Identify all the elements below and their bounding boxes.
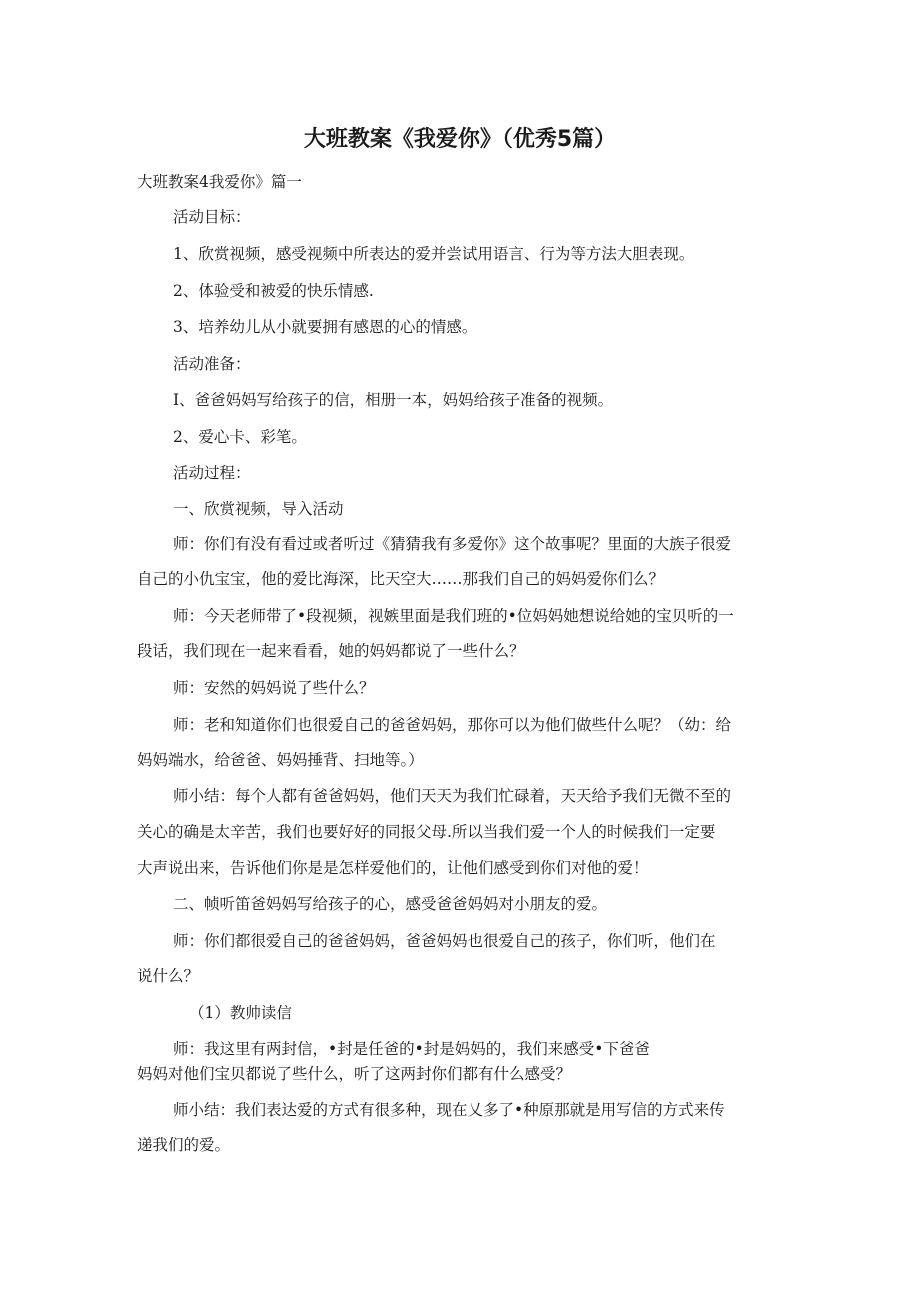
paragraph-line: 师：今天老师带了•段视频，视嫉里面是我们班的•位妈妈她想说给她的宝贝听的一 (173, 607, 734, 625)
paragraph-line: 师：你们都很爱自己的爸爸妈妈，爸爸妈妈也很爱自己的孩子，你们听，他们在 (173, 932, 716, 950)
paragraph-line: 师小结：我们表达爱的方式有很多种，现在乂多了•种原那就是用写信的方式来传 (173, 1101, 725, 1119)
paragraph-line: 自己的小仇宝宝，他的爱比海深，比天空大……那我们自己的妈妈爱你们么？ (137, 570, 665, 588)
section-heading: 大班教案4我爱你》篇一 (137, 173, 302, 191)
paragraph-line: 递我们的爱。 (137, 1136, 231, 1154)
paragraph-line: 3、培养幼儿从小就要拥有感恩的心的情感。 (173, 318, 478, 336)
paragraph-line: 师：安然的妈妈说了些什么？ (173, 679, 375, 697)
paragraph-line: 师：我这里有两封信，•封是任爸的•封是妈妈的，我们来感受•下爸爸 (173, 1040, 650, 1058)
paragraph-line: 关心的确是太辛苦，我们也要好好的同报父母.所以当我们爱一个人的时候我们一定要 (137, 823, 716, 841)
paragraph-line: 妈妈端水，给爸爸、妈妈捶背、扫地等。） (137, 751, 424, 769)
paragraph-line: 一、欣赏视频，导入活动 (173, 500, 344, 518)
paragraph-line: 段话，我们现在一起来看看，她的妈妈都说了一些什么？ (137, 642, 525, 660)
paragraph-line: 活动目标： (173, 208, 251, 226)
paragraph-line: （1）教帅读信 (189, 1004, 292, 1022)
paragraph-line: 活动过程： (173, 464, 251, 482)
paragraph-line: 二、帧听笛爸妈妈写给孩子的心，感受爸爸妈妈对小朋友的爱。 (173, 895, 608, 913)
paragraph-line: I、爸爸妈妈写给孩子的信，相册一本，妈妈给孩子准备的视频。 (173, 391, 614, 409)
paragraph-line: 2、爱心卡、彩笔。 (173, 428, 307, 446)
paragraph-line: 活动准备： (173, 355, 251, 373)
paragraph-line: 妈妈对他们宝贝都说了些什么，听了这两封你们都有什么感受？ (137, 1065, 572, 1083)
paragraph-line: 师：老和知道你们也很爱自己的爸爸妈妈，那你可以为他们做些什么呢？（幼：给 (173, 716, 732, 734)
paragraph-line: 1、欣赏视频，感受视频中所表达的爱并尝试用语言、行为等方法大胆表现。 (173, 245, 695, 263)
paragraph-line: 说什么？ (137, 967, 200, 985)
document-title: 大班教案《我爱你》（优秀5篇） (303, 127, 617, 152)
paragraph-line: 师小结：每个人都有爸爸妈妈，他们天天为我们忙碌着，天天给予我们无微不至的 (173, 787, 732, 805)
paragraph-line: 师：你们有没有看过或者听过《猜猜我有多爱你》这个故事呢？里面的大族子很爱 (173, 535, 732, 553)
paragraph-line: 大声说出来，告诉他们你是是怎样爱他们的，让他们感受到你们对他的爱！ (137, 859, 649, 877)
paragraph-line: 2、体验受和被爱的快乐情感. (173, 282, 374, 300)
